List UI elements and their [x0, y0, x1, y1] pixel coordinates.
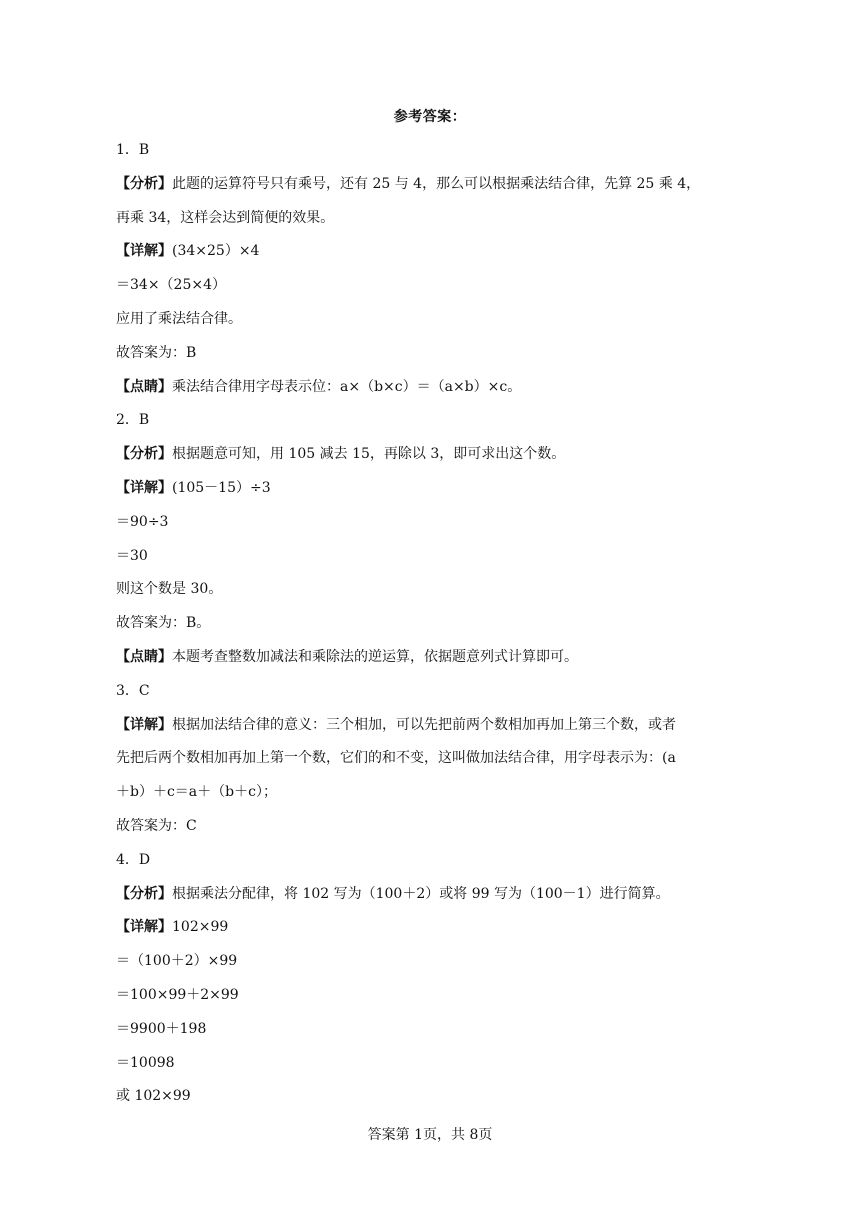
answer-line [116, 202, 744, 236]
section-tag: 【详解】 [116, 919, 172, 936]
answer-line [116, 979, 744, 1013]
section-tag: 【详解】 [116, 243, 172, 260]
line-text: ＝100×99＋2×99 [116, 986, 239, 1003]
section-tag: 【分析】 [116, 175, 172, 192]
line-text: ＝34×（25×4） [116, 277, 226, 294]
answer-line [116, 709, 744, 743]
line-text: ＝90÷3 [116, 513, 169, 530]
line-text: 此题的运算符号只有乘号，还有 25 与 4，那么可以根据乘法结合律，先算 25 乘 4， [172, 175, 701, 192]
answer-line [116, 573, 744, 607]
line-text: 故答案为：B。 [116, 615, 211, 632]
answer-line [116, 269, 744, 303]
line-text: 先把后两个数相加再加上第一个数，它们的和不变，这叫做加法结合律，用字母表示为：(a [116, 750, 676, 767]
line-text: 故答案为：C [116, 817, 197, 834]
answer-line [116, 844, 744, 878]
line-text: 则这个数是 30。 [116, 581, 223, 598]
answer-line [116, 742, 744, 776]
answer-line [116, 607, 744, 641]
answer-line [116, 810, 744, 844]
answer-line [116, 235, 744, 269]
answer-line [116, 1080, 744, 1114]
line-text: ＝10098 [116, 1054, 175, 1071]
line-text: 根据加法结合律的意义：三个相加，可以先把前两个数相加再加上第三个数，或者 [172, 716, 676, 733]
answer-line [116, 168, 744, 202]
section-tag: 【详解】 [116, 716, 172, 733]
line-text: 再乘 34，这样会达到简便的效果。 [116, 209, 335, 226]
answer-line [116, 337, 744, 371]
answer-line [116, 878, 744, 912]
answer-line [116, 303, 744, 337]
answer-line [116, 404, 744, 438]
answer-line [116, 675, 744, 709]
section-tag: 【分析】 [116, 446, 172, 463]
answer-content [116, 134, 744, 1114]
line-text: ＝30 [116, 547, 148, 564]
line-text: 应用了乘法结合律。 [116, 310, 242, 327]
page-footer: 答案第 1页，共 8页 [367, 1127, 493, 1143]
section-tag: 【点睛】 [116, 648, 172, 665]
line-text: ＝9900＋198 [116, 1020, 207, 1037]
answer-line [116, 438, 744, 472]
line-text: 1．B [116, 142, 150, 158]
section-tag: 【详解】 [116, 479, 172, 496]
section-tag: 【点睛】 [116, 378, 172, 395]
answer-line [116, 641, 744, 675]
line-text: 乘法结合律用字母表示位：a×（b×c）＝（a×b）×c。 [172, 378, 522, 395]
line-text: 或 102×99 [116, 1088, 191, 1105]
answer-line [116, 911, 744, 945]
line-text: 故答案为：B [116, 344, 197, 361]
line-text: 根据乘法分配律，将 102 写为（100＋2）或将 99 写为（100－1）进行简算。 [172, 885, 670, 902]
line-text: (34×25）×4 [172, 243, 260, 260]
answer-line [116, 945, 744, 979]
line-text: (105－15）÷3 [172, 479, 271, 496]
answer-line [116, 776, 744, 810]
line-text: 4．D [116, 851, 151, 868]
answer-line [116, 540, 744, 574]
answer-line [116, 371, 744, 405]
line-text: ＋b）＋c＝a＋（b＋c）； [116, 784, 277, 801]
answer-line [116, 134, 744, 168]
answer-line [116, 1013, 744, 1047]
line-text: 根据题意可知，用 105 减去 15，再除以 3，即可求出这个数。 [172, 446, 566, 463]
answer-line [116, 506, 744, 540]
line-text: ＝（100＋2）×99 [116, 953, 238, 970]
line-text: 3．C [116, 682, 150, 699]
line-text: 本题考查整数加减法和乘除法的逆运算，依据题意列式计算即可。 [172, 648, 578, 665]
answer-line [116, 472, 744, 506]
answer-line [116, 1047, 744, 1081]
section-tag: 【分析】 [116, 885, 172, 902]
line-text: 102×99 [172, 919, 229, 936]
page-title: 参考答案： [393, 109, 467, 125]
line-text: 2．B [116, 412, 150, 429]
